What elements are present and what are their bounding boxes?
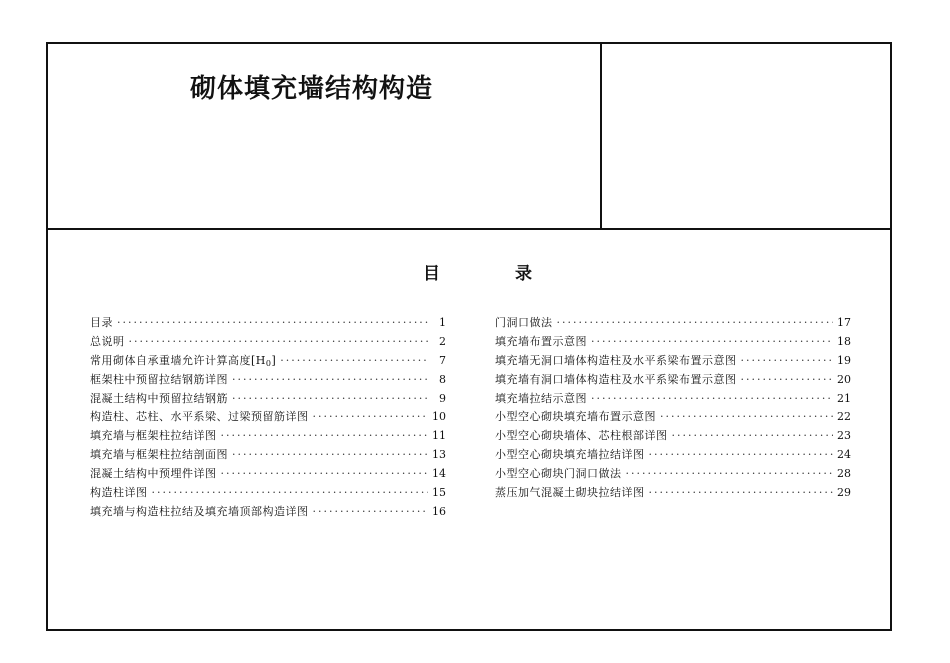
toc-entry-page: 18 xyxy=(837,334,851,348)
toc-entry-title: 填充墙与框架柱拉结详图 xyxy=(90,429,217,443)
title-block xyxy=(48,44,602,230)
toc-entry[interactable] xyxy=(90,427,446,446)
toc-entry[interactable] xyxy=(495,314,851,333)
toc-entry-title: 混凝土结构中预埋件详图 xyxy=(90,467,217,481)
toc-entry[interactable] xyxy=(90,390,446,409)
toc-entry-title-main: 常用砌体自承重墙允许计算高度[H xyxy=(90,353,266,367)
toc-leader xyxy=(313,408,429,427)
toc-entry-page: 9 xyxy=(439,391,446,405)
toc-entry-page: 20 xyxy=(837,372,851,386)
toc-heading xyxy=(48,259,890,283)
toc-entry-title: 填充墙与构造柱拉结及填充墙顶部构造详图 xyxy=(90,504,309,518)
toc-entry[interactable] xyxy=(495,484,851,503)
toc-leader xyxy=(221,427,429,446)
toc-heading-char-1: 目 xyxy=(423,264,440,284)
toc-entry-title: 小型空心砌块填充墙布置示意图 xyxy=(495,410,656,424)
toc-entry-title: 构造柱、芯柱、水平系梁、过梁预留筋详图 xyxy=(90,410,309,424)
toc-entry-page: 11 xyxy=(432,429,446,443)
toc-entry-title: 构造柱详图 xyxy=(90,486,148,500)
toc-leader xyxy=(649,484,834,503)
toc-heading-char-2: 录 xyxy=(515,264,532,284)
toc-leader xyxy=(221,465,429,484)
toc-entry-title: 蒸压加气混凝土砌块拉结详图 xyxy=(495,486,645,500)
toc-leader xyxy=(557,314,834,333)
toc-entry-page: 14 xyxy=(432,467,446,481)
toc-leader xyxy=(660,408,833,427)
toc-entry-title: 填充墙无洞口墙体构造柱及水平系梁布置示意图 xyxy=(495,353,737,367)
toc-leader xyxy=(129,333,429,352)
toc-entry-title: 目录 xyxy=(90,316,113,329)
toc-entry-title: 小型空心砌块填充墙拉结详图 xyxy=(495,448,645,462)
toc-entry[interactable] xyxy=(90,465,446,484)
document-title: 砌体填充墙结构构造 xyxy=(190,74,434,104)
toc-leader xyxy=(626,465,834,484)
toc-entry-page: 2 xyxy=(439,334,446,348)
toc-leader xyxy=(649,446,834,465)
toc-right-column xyxy=(495,314,851,503)
toc-entry-page: 10 xyxy=(432,410,446,424)
toc-leader xyxy=(232,371,428,390)
toc-leader xyxy=(280,352,428,371)
toc-leader xyxy=(741,352,834,371)
toc-entry-page: 24 xyxy=(837,448,851,462)
toc-entry[interactable] xyxy=(495,465,851,484)
toc-entry[interactable] xyxy=(495,408,851,427)
toc-entry-page: 22 xyxy=(837,410,851,424)
toc-entry-title: 框架柱中预留拉结钢筋详图 xyxy=(90,372,228,386)
toc-entry-title: 填充墙布置示意图 xyxy=(495,334,587,348)
toc-leader xyxy=(313,503,429,522)
toc-entry-page: 15 xyxy=(432,486,446,500)
toc-leader xyxy=(741,371,834,390)
toc-entry-title: 小型空心砌块墙体、芯柱根部详图 xyxy=(495,429,668,443)
toc-entry[interactable] xyxy=(90,352,446,371)
toc-entry-page: 8 xyxy=(439,372,446,386)
toc-entry[interactable] xyxy=(495,427,851,446)
toc-entry-title: 填充墙与框架柱拉结剖面图 xyxy=(90,448,228,462)
toc-entry-page: 13 xyxy=(432,448,446,462)
toc-entry-title: 填充墙有洞口墙体构造柱及水平系梁布置示意图 xyxy=(495,372,737,386)
toc-entry[interactable] xyxy=(90,484,446,503)
toc-entry[interactable] xyxy=(90,333,446,352)
toc-entry-subscript: 0 xyxy=(265,358,272,368)
toc-leader xyxy=(232,390,428,409)
toc-leader xyxy=(672,427,834,446)
toc-left-column xyxy=(90,314,446,522)
toc-entry-page: 28 xyxy=(837,467,851,481)
toc-entry-title: 填充墙拉结示意图 xyxy=(495,391,587,405)
toc-entry[interactable] xyxy=(495,333,851,352)
toc-entry[interactable] xyxy=(495,352,851,371)
toc-leader xyxy=(591,333,833,352)
toc-entry-page: 17 xyxy=(837,316,851,329)
toc-entry[interactable] xyxy=(495,371,851,390)
toc-leader xyxy=(152,484,429,503)
toc-leader xyxy=(232,446,428,465)
toc-entry-page: 7 xyxy=(439,353,446,367)
toc-entry-title: 小型空心砌块门洞口做法 xyxy=(495,467,622,481)
toc-entry[interactable] xyxy=(495,390,851,409)
toc-entry-page: 21 xyxy=(837,391,851,405)
toc-entry-page: 19 xyxy=(837,353,851,367)
toc-entry[interactable] xyxy=(90,446,446,465)
toc-entry-title: 混凝土结构中预留拉结钢筋 xyxy=(90,391,228,405)
drawing-sheet-frame xyxy=(46,42,892,631)
toc-entry-page: 1 xyxy=(439,316,446,329)
toc-entry-title: 门洞口做法 xyxy=(495,316,553,329)
toc-entry[interactable] xyxy=(90,503,446,522)
toc-entry-page: 23 xyxy=(837,429,851,443)
toc-entry[interactable] xyxy=(495,446,851,465)
toc-entry-page: 29 xyxy=(837,486,851,500)
toc-leader xyxy=(591,390,833,409)
toc-entry-title-end: ] xyxy=(271,353,277,367)
toc-entry[interactable] xyxy=(90,371,446,390)
toc-entry-title: 总说明 xyxy=(90,334,125,348)
side-block xyxy=(602,44,890,230)
toc-entry[interactable] xyxy=(90,314,446,333)
toc-leader xyxy=(117,314,428,333)
toc-entry-page: 16 xyxy=(432,504,446,518)
toc-entry[interactable] xyxy=(90,408,446,427)
